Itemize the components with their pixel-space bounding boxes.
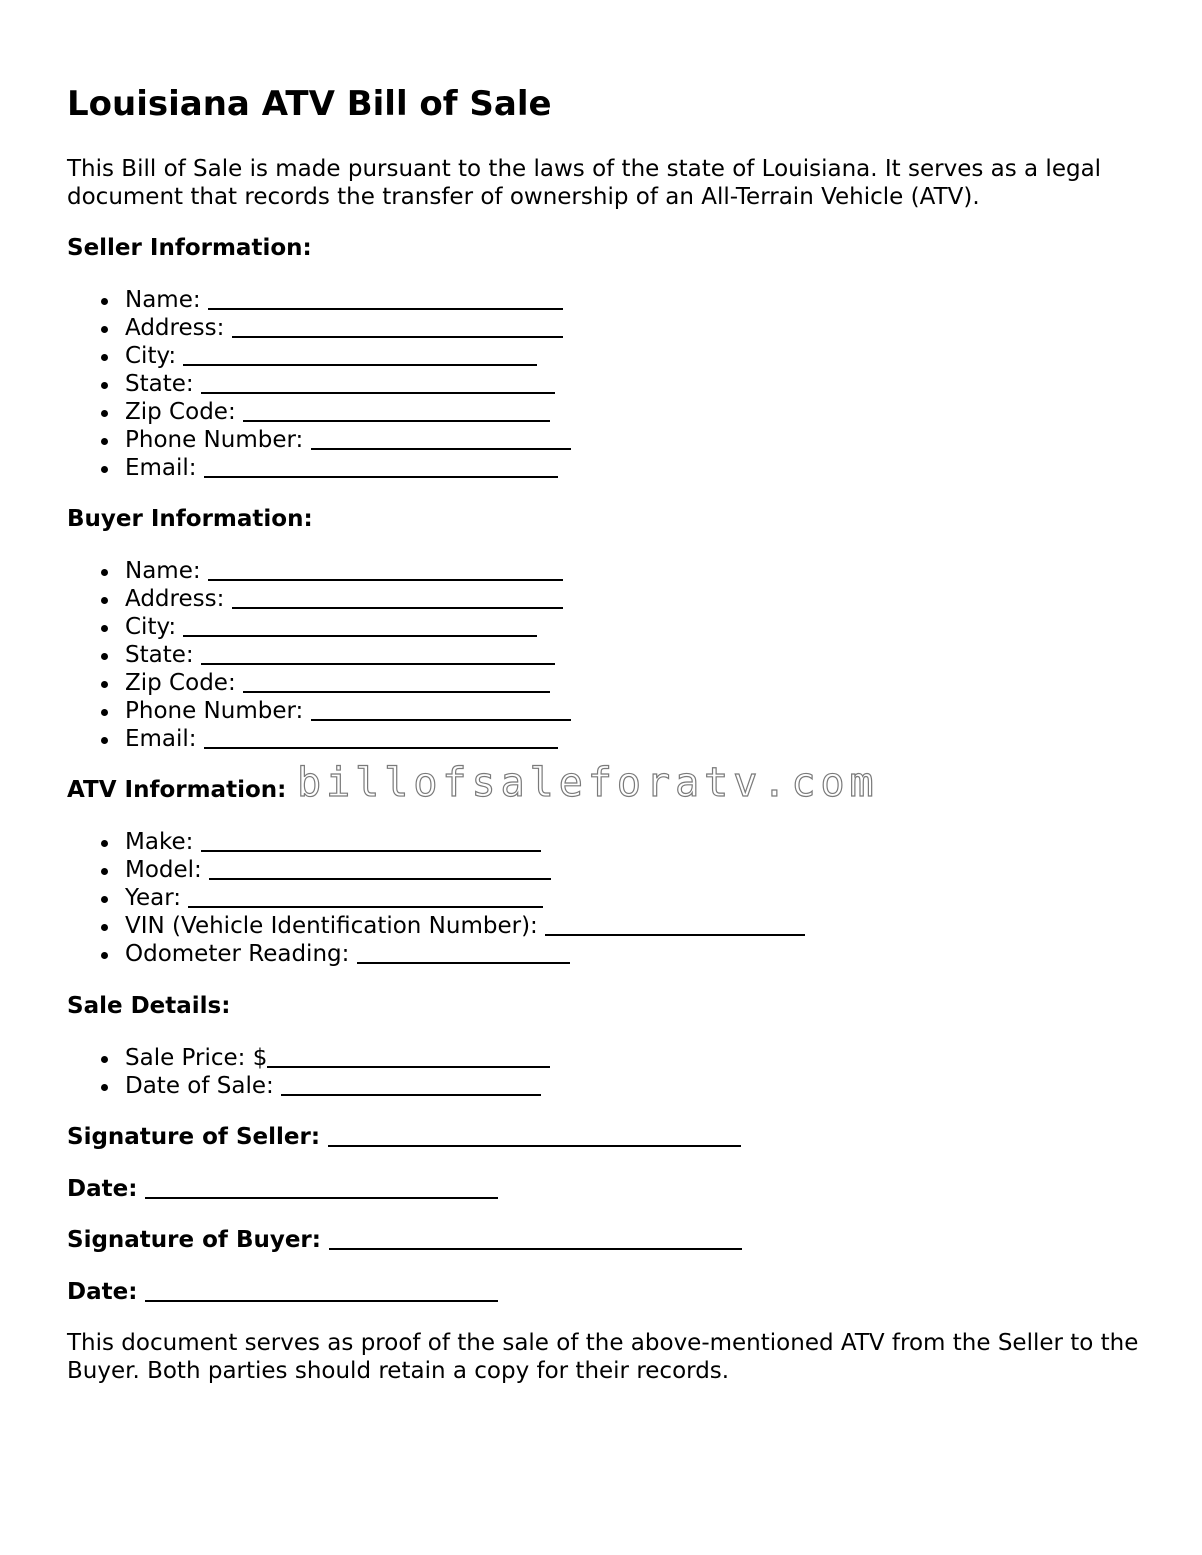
atv-heading: ATV Information:	[67, 777, 287, 803]
atv-year-field[interactable]: Year:	[67, 884, 805, 912]
intro-paragraph: This Bill of Sale is made pursuant to the laws of the state of Louisiana. It serves as a legal document that records the transfer of ownership of an All-Terrain Vehicle (ATV).	[67, 156, 1102, 210]
seller-state-field[interactable]: State:	[67, 370, 571, 398]
buyer-fields	[67, 557, 571, 753]
seller-signature-label: Signature of Seller:	[67, 1124, 321, 1150]
buyer-city-field[interactable]: City:	[67, 613, 571, 641]
seller-heading: Seller Information:	[67, 235, 312, 261]
sale-date-field[interactable]: Date of Sale:	[67, 1072, 550, 1100]
atv-make-field[interactable]: Make:	[67, 828, 805, 856]
seller-phone-field[interactable]: Phone Number:	[67, 426, 571, 454]
seller-address-field[interactable]: Address:	[67, 314, 571, 342]
atv-odometer-field[interactable]: Odometer Reading:	[67, 940, 805, 968]
buyer-date-blank[interactable]	[145, 1278, 498, 1302]
atv-fields	[67, 828, 805, 968]
seller-signature-blank[interactable]	[328, 1123, 741, 1147]
seller-name-field[interactable]: Name:	[67, 286, 571, 314]
buyer-state-field[interactable]: State:	[67, 641, 571, 669]
seller-zip-field[interactable]: Zip Code:	[67, 398, 571, 426]
seller-date-blank[interactable]	[145, 1175, 498, 1199]
seller-signature-field[interactable]	[67, 1123, 741, 1151]
sale-heading: Sale Details:	[67, 993, 231, 1019]
seller-date-label: Date:	[67, 1176, 138, 1202]
buyer-phone-field[interactable]: Phone Number:	[67, 697, 571, 725]
atv-model-field[interactable]: Model:	[67, 856, 805, 884]
closing-paragraph: This document serves as proof of the sale of the above-mentioned ATV from the Seller to the Buyer. Both parties should retain a copy for their records.	[67, 1330, 1139, 1384]
watermark-text: billofsaleforatv.com	[297, 760, 879, 806]
seller-city-field[interactable]: City:	[67, 342, 571, 370]
seller-email-field[interactable]: Email:	[67, 454, 571, 482]
buyer-signature-field[interactable]	[67, 1226, 742, 1254]
buyer-signature-blank[interactable]	[329, 1226, 742, 1250]
buyer-address-field[interactable]: Address:	[67, 585, 571, 613]
buyer-signature-label: Signature of Buyer:	[67, 1227, 321, 1253]
buyer-name-field[interactable]: Name:	[67, 557, 571, 585]
page-title: Louisiana ATV Bill of Sale	[67, 84, 552, 124]
buyer-date-label: Date:	[67, 1279, 138, 1305]
sale-fields	[67, 1044, 550, 1100]
buyer-zip-field[interactable]: Zip Code:	[67, 669, 571, 697]
buyer-heading: Buyer Information:	[67, 506, 313, 532]
buyer-email-field[interactable]: Email:	[67, 725, 571, 753]
seller-fields	[67, 286, 571, 482]
sale-price-field[interactable]: Sale Price: $	[67, 1044, 550, 1072]
seller-date-field[interactable]	[67, 1175, 498, 1203]
atv-vin-field[interactable]: VIN (Vehicle Identification Number):	[67, 912, 805, 940]
buyer-date-field[interactable]	[67, 1278, 498, 1306]
